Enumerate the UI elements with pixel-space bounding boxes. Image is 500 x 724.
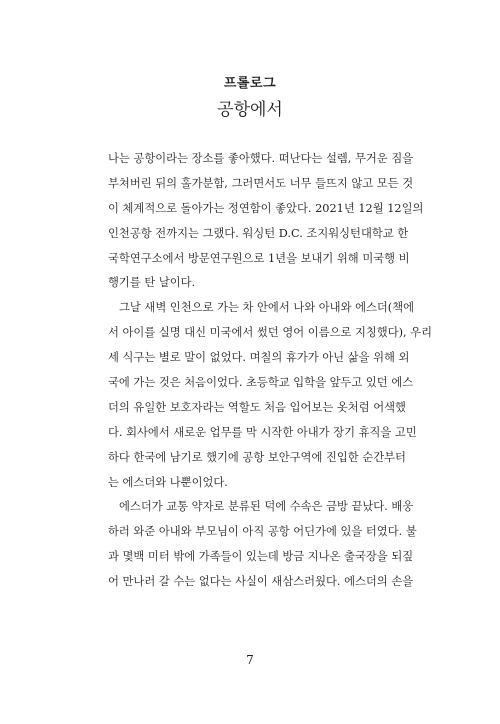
body-line: 더의 유일한 보호자라는 역할도 처음 입어보는 옷처럼 어색했 [108, 400, 406, 414]
section-label: 프롤로그 [223, 76, 277, 91]
body-line: 하다 한국에 남기로 했기에 공항 보안구역에 진입한 순간부터 [108, 450, 406, 464]
body-line: 어 만나러 갈 수는 없다는 사실이 새삼스러웠다. 에스더의 손을 [108, 575, 414, 589]
body-line: 국에 가는 것은 처음이었다. 초등학교 입학을 앞두고 있던 에스 [108, 376, 414, 390]
body-line: 나는 공항이라는 장소를 좋아했다. 떠난다는 설렘, 무거운 짐을 [108, 152, 414, 165]
page-number: 7 [246, 653, 254, 667]
chapter-title: 공항에서 [217, 100, 283, 120]
body-line: 인천공항 전까지는 그랬다. 워싱턴 D.C. 조지워싱턴대학교 한 [108, 226, 409, 240]
body-line: 는 에스더와 나뿐이었다. [108, 475, 228, 489]
body-line: 다. 회사에서 새로운 업무를 막 시작한 아내가 장기 휴직을 고민 [108, 425, 417, 439]
body-line: 세 식구는 별로 말이 없었다. 며칠의 휴가가 아닌 삶을 위해 외 [108, 351, 410, 365]
body-line: 국학연구소에서 방문연구원으로 1년을 보내기 위해 미국행 비 [108, 251, 410, 265]
body-line: 그날 새벽 인천으로 가는 차 안에서 나와 아내와 에스더(책에 [119, 301, 415, 315]
body-line: 에스더가 교통 약자로 분류된 덕에 수속은 금방 끝났다. 배웅 [119, 500, 414, 514]
body-line: 서 아이를 실명 대신 미국에서 썼던 영어 이름으로 지칭했다), 우리 [108, 326, 433, 340]
body-line: 하러 와준 아내와 부모님이 아직 공항 어딘가에 있을 터였다. 불 [108, 525, 417, 539]
body-line: 이 체계적으로 돌아가는 정연함이 좋았다. 2021년 12월 12일의 [108, 201, 424, 215]
body-line: 행기를 탄 날이다. [108, 276, 196, 290]
body-line: 부쳐버린 뒤의 홀가분함, 그러면서도 너무 들뜨지 않고 모든 것 [108, 176, 414, 190]
body-text [108, 147, 433, 595]
body-line: 과 몇백 미터 밖에 가족들이 있는데 방금 지나온 출국장을 되짚 [108, 550, 414, 564]
